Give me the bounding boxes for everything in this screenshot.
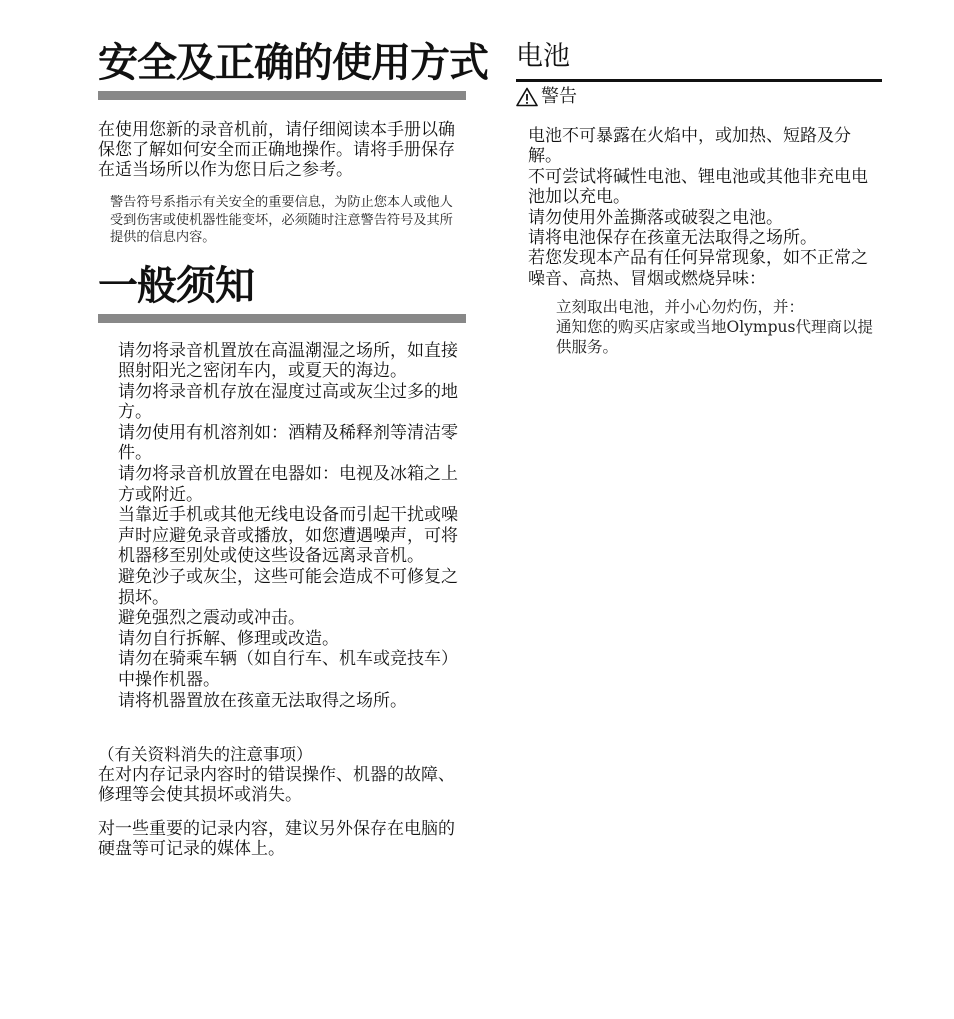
list-item: 请将机器置放在孩童无法取得之场所。: [118, 690, 407, 711]
general-precautions-list: [118, 341, 466, 712]
page-title: 安全及正确的使用方式: [98, 40, 488, 86]
warning-label: 警告: [541, 86, 577, 107]
list-item: 避免强烈之震动或冲击。: [118, 608, 305, 629]
warning-header: [516, 86, 882, 108]
data-loss-heading: （有关资料消失的注意事项）: [98, 745, 313, 765]
list-item: 请勿在骑乘车辆（如自行车、机车或竞技车）中操作机器。: [118, 649, 458, 690]
general-divider: [98, 314, 466, 323]
list-item: 若您发现本产品有任何异常现象，如不正常之噪音、高热、冒烟或燃烧异味：: [528, 248, 868, 289]
battery-heading: 电池: [516, 41, 570, 72]
action-line: 立刻取出电池，并小心勿灼伤，并：: [556, 298, 805, 317]
right-column: [516, 40, 882, 357]
list-item: 请勿将录音机放置在电器如：电视及冰箱之上方或附近。: [118, 464, 458, 505]
list-item: 电池不可暴露在火焰中，或加热、短路及分解。: [528, 126, 851, 167]
list-item: 请将电池保存在孩童无法取得之场所。: [528, 228, 817, 249]
list-item: 请勿使用外盖撕落或破裂之电池。: [528, 207, 783, 228]
data-loss-paragraph: 在对内存记录内容时的错误操作、机器的故障、修理等会使其损坏或消失。: [98, 765, 455, 806]
title-divider: [98, 91, 466, 100]
battery-warnings-list: [528, 126, 882, 289]
general-precautions-heading: 一般须知: [98, 262, 254, 309]
backup-paragraph: 对一些重要的记录内容，建议另外保存在电脑的硬盘等可记录的媒体上。: [98, 819, 455, 860]
warning-triangle-icon: [516, 87, 538, 107]
list-item: 不可尝试将碱性电池、锂电池或其他非充电电池加以充电。: [528, 166, 868, 208]
list-item: 当靠近手机或其他无线电设备而引起干扰或噪声时应避免录音或播放，如您遭遇噪声，可将机器移至别处或使这些设备远离录音机。: [118, 505, 458, 567]
warning-symbol-note: 警告符号系指示有关安全的重要信息，为防止您本人或他人受到伤害或使机器性能变坏，必须随时注意警告符号及其所提供的信息内容。: [110, 195, 453, 245]
left-column: [98, 38, 488, 860]
list-item: 请勿使用有机溶剂如：酒精及稀释剂等清洁零件。: [118, 422, 458, 464]
battery-divider: [516, 79, 882, 82]
action-instructions: [556, 297, 882, 357]
list-item: 请勿将录音机存放在湿度过高或灰尘过多的地方。: [118, 381, 458, 423]
intro-paragraph: 在使用您新的录音机前，请仔细阅读本手册以确保您了解如何安全而正确地操作。请将手册保存在适当场所以作为您日后之参考。: [98, 120, 455, 180]
action-line: 通知您的购买店家或当地Olympus代理商以提供服务。: [556, 318, 873, 357]
list-item: 请勿将录音机置放在高温潮湿之场所，如直接照射阳光之密闭车内，或夏天的海边。: [118, 340, 458, 382]
list-item: 避免沙子或灰尘，这些可能会造成不可修复之损坏。: [118, 567, 458, 608]
list-item: 请勿自行拆解、修理或改造。: [118, 628, 339, 649]
